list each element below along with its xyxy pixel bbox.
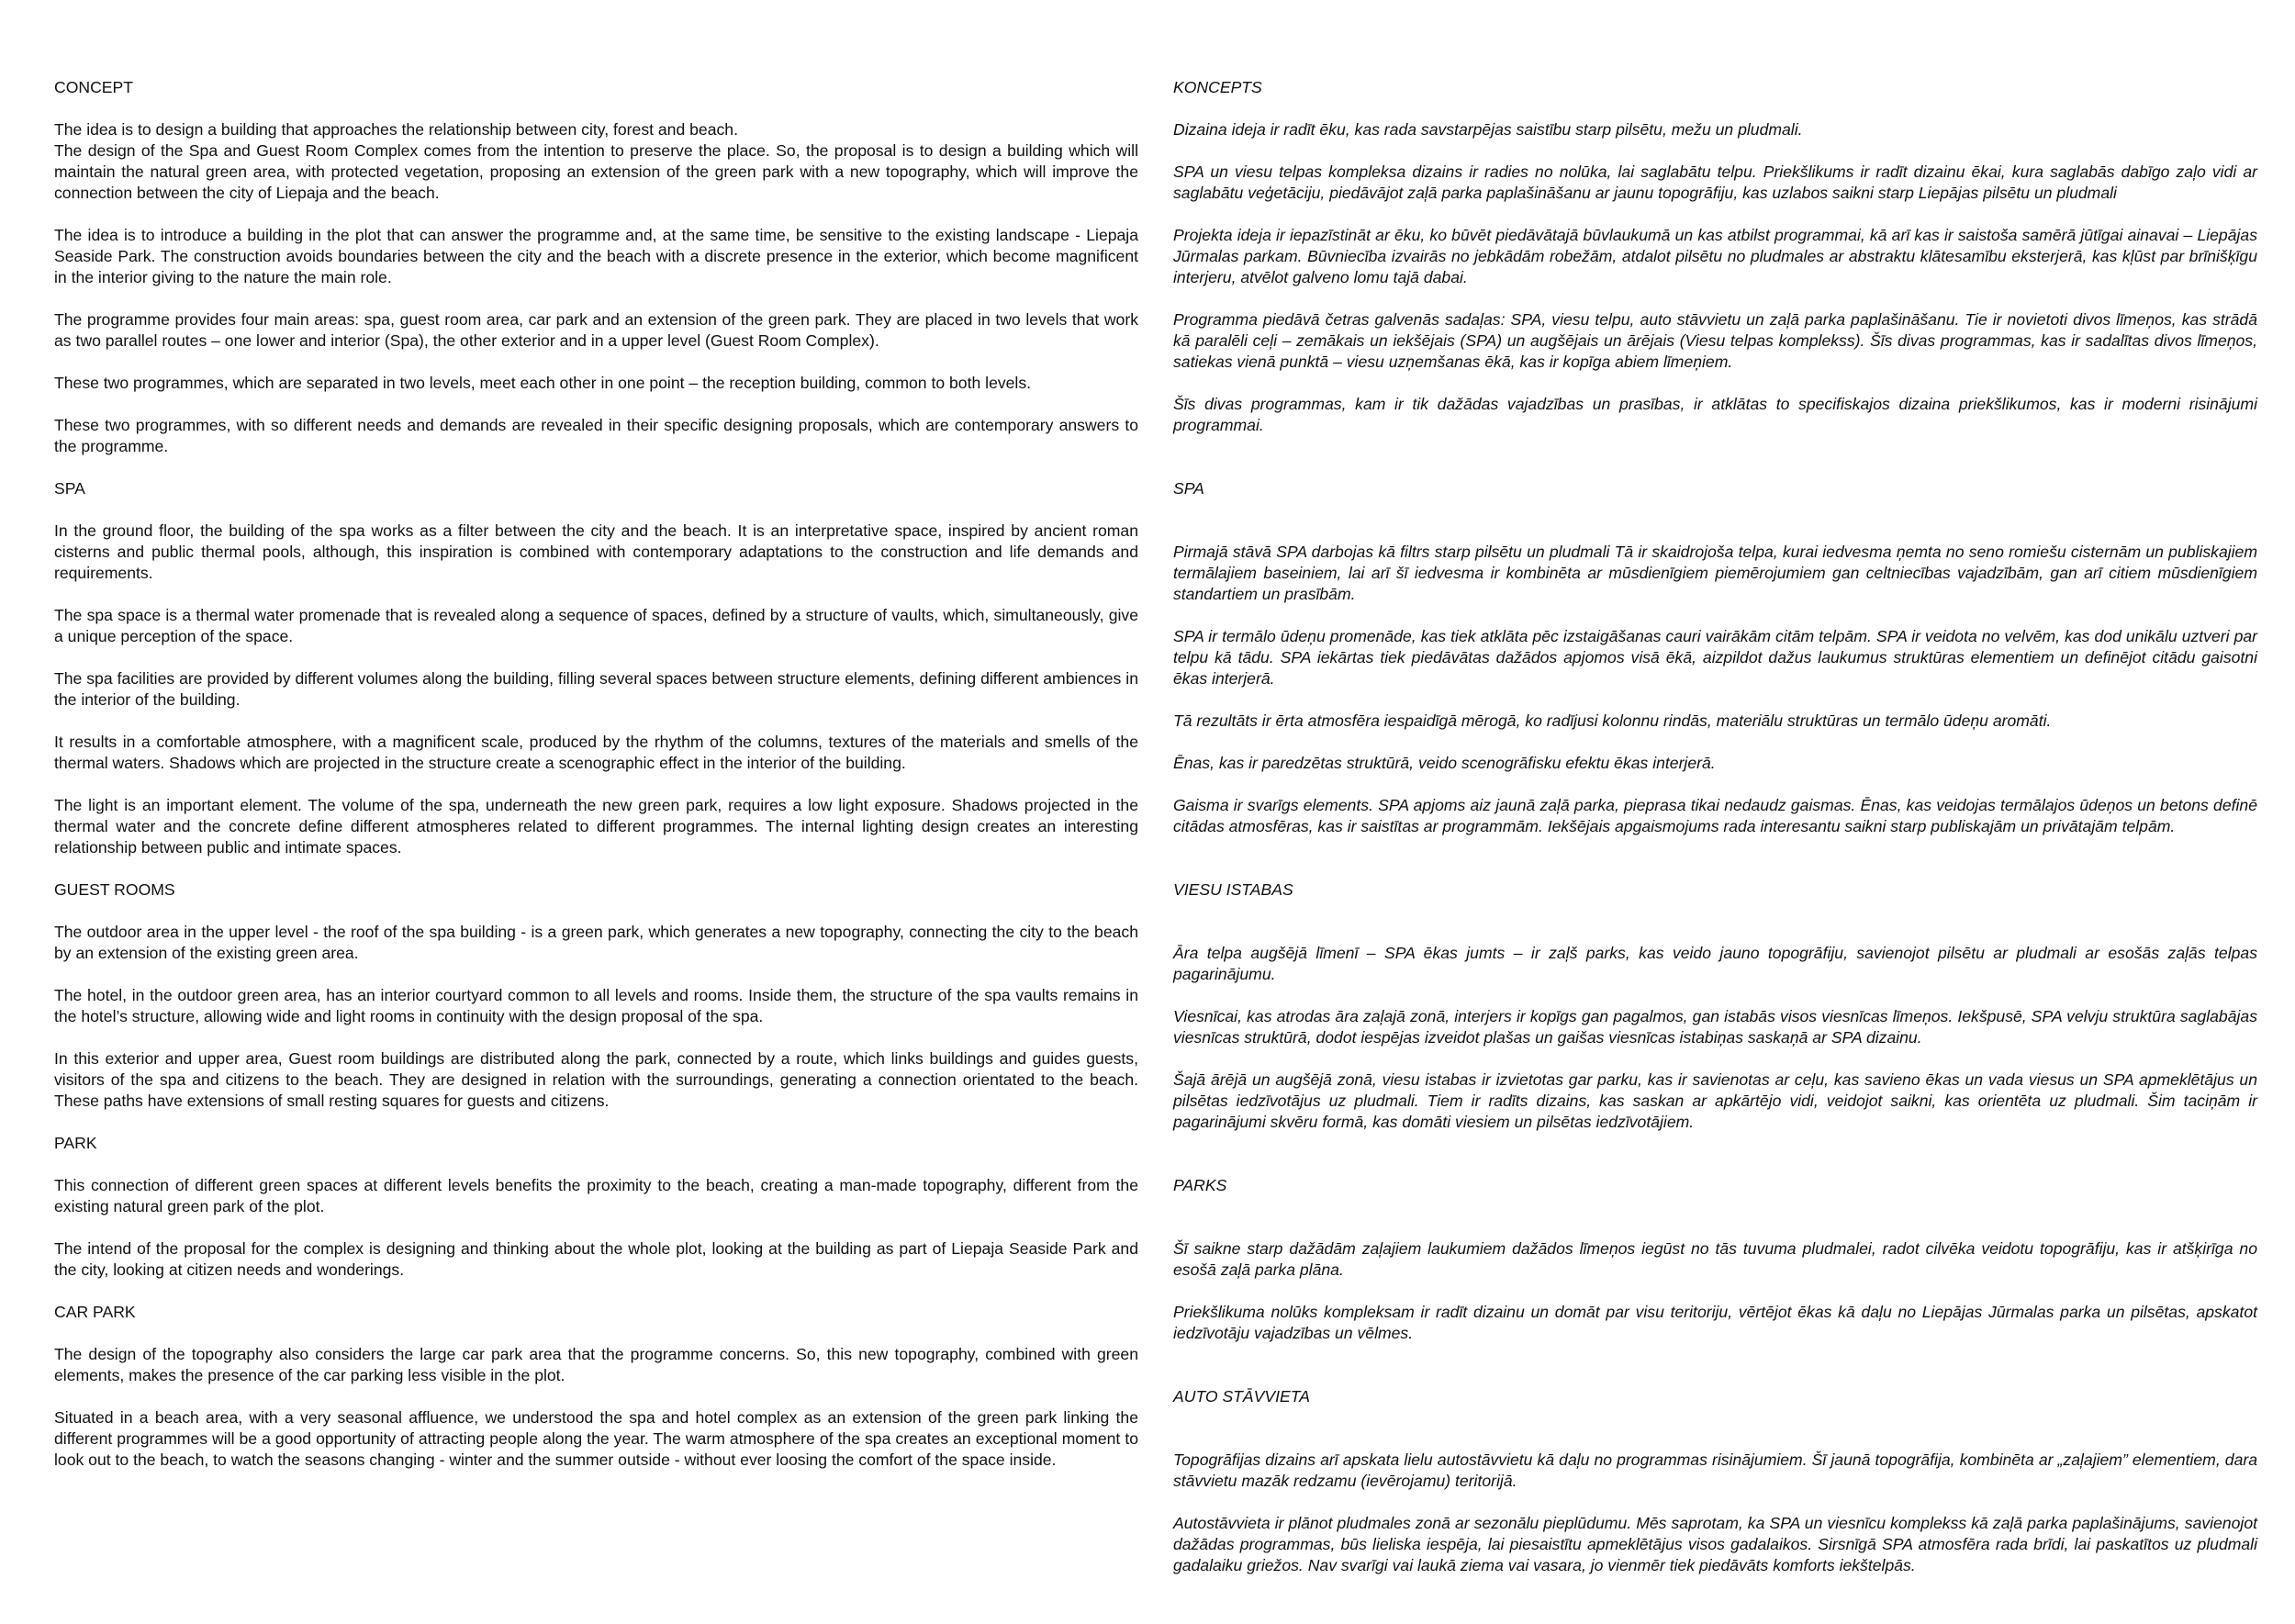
spa-lv-paragraph: SPA ir termālo ūdeņu promenāde, kas tiek atklāta pēc izstaigāšanas cauri vairākām citām telpām. SPA ir veidota no velvēm, kas dod unikālu uztveri par telpu kā tādu. SPA iekārtas tiek piedāvātas dažādos apjomos visā ēkā, aizpildot dažus laukumus struktūras elementiem un definējot citādu gaisotni ēkas interjerā. <box>1173 627 2257 688</box>
spa-paragraph: The spa facilities are provided by different volumes along the building, filling several spaces between structure elements, defining different ambiences in the interior of the building. <box>54 669 1138 709</box>
park-heading: PARK <box>54 1134 97 1152</box>
car-park-heading: CAR PARK <box>54 1303 136 1321</box>
spa-lv-heading: SPA <box>1173 479 1204 498</box>
english-column <box>54 77 1138 1492</box>
auto-stavvieta-paragraph: Topogrāfijas dizains arī apskata lielu autostāvvietu kā daļu no programmas risinājumiem. Šī jaunā topogrāfija, kombinēta ar „zaļajiem” elementiem, dara stāvvietu mazāk redzamu (ievērojamu) teritorijā. <box>1173 1450 2257 1490</box>
koncepts-paragraph: Programma piedāvā četras galvenās sadaļas: SPA, viesu telpu, auto stāvvietu un zaļā parka paplašināšanu. Tie ir novietoti divos līmeņos, kas strādā kā paralēli ceļi – zemākais un iekšējais (SPA) un augšējais un ārējais (Viesu telpas komplekss). Šīs divas programmas, kas ir sadalītas divos līmeņos, satiekas vienā punktā – viesu uzņemšanas ēkā, kas ir kopīga abiem līmeņiem. <box>1173 310 2257 371</box>
car-park-paragraph: Situated in a beach area, with a very seasonal affluence, we understood the spa and hotel complex as an extension of the green park linking the different programmes will be a good opportunity of attracting people along the year. The warm atmosphere of the spa creates an exceptional moment to look out to the beach, to watch the seasons changing - winter and the summer outside - without ever loosing the comfort of the space inside. <box>54 1408 1138 1469</box>
spa-paragraph: It results in a comfortable atmosphere, with a magnificent scale, produced by the rhythm of the columns, textures of the materials and smells of the thermal waters. Shadows which are projected in the structure create a scenographic effect in the interior of the building. <box>54 733 1138 772</box>
car-park-paragraph: The design of the topography also considers the large car park area that the programme concerns. So, this new topography, combined with green elements, makes the presence of the car parking less visible in the plot. <box>54 1345 1138 1384</box>
spa-paragraph: The spa space is a thermal water promenade that is revealed along a sequence of spaces, defined by a structure of vaults, which, simultaneously, give a unique perception of the space. <box>54 606 1138 645</box>
koncepts-paragraph: Projekta ideja ir iepazīstināt ar ēku, ko būvēt piedāvātajā būvlaukumā un kas atbilst programmai, kā arī kas ir saistoša samērā jūtīgai ainavai – Liepājas Jūrmalas parkam. Būvniecība izvairās no jebkādām robežām, atdalot pilsētu no pludmales ar abstraktu klātesamību eksterjerā, kas kļūst par brīnišķīgu interjeru, atvēlot galveno lomu tajā dabai. <box>1173 226 2257 286</box>
guest-rooms-paragraph: The outdoor area in the upper level - the roof of the spa building - is a green park, which generates a new topography, connecting the city to the beach by an extension of the existing green area. <box>54 923 1138 962</box>
koncepts-paragraph: Šīs divas programmas, kam ir tik dažādas vajadzības un prasības, ir atklātas to specifiskajos dizaina priekšlikumos, kas ir moderni risinājumi programmai. <box>1173 395 2257 434</box>
spa-lv-paragraph: Gaisma ir svarīgs elements. SPA apjoms aiz jaunā zaļā parka, pieprasa tikai nedaudz gaismas. Ēnas, kas veidojas termālajos ūdeņos un betons definē citādas atmosfēras, kas ir saistītas ar programmām. Iekšējais apgaismojums rada interesantu saikni starp publiskajām un privātajām telpām. <box>1173 796 2257 835</box>
spa-lv-paragraph: Pirmajā stāvā SPA darbojas kā filtrs starp pilsētu un pludmali Tā ir skaidrojoša telpa, kurai iedvesma ņemta no seno romiešu cisternām un publiskajiem termālajiem baseiniem, lai arī šī iedvesma ir kombinēta ar mūsdienīgiem piemērojumiem gan celtniecības vajadzībām, gan arī citiem mūsdienīgiem standartiem un prasībām. <box>1173 543 2257 603</box>
spa-paragraph: In the ground floor, the building of the spa works as a filter between the city and the beach. It is an interpretative space, inspired by ancient roman cisterns and public thermal pools, although, this inspiration is combined with contemporary adaptations to the construction and life demands and requirements. <box>54 521 1138 582</box>
viesu-istabas-paragraph: Šajā ārējā un augšējā zonā, viesu istabas ir izvietotas gar parku, kas ir savienotas ar ceļu, kas savieno ēkas un vada viesus un SPA apmeklētājus un pilsētas iedzīvotājus uz pludmali. Tiem ir radīts dizains, kas saskan ar apkārtējo vidi, veidojot saikni, kas orientēta uz pludmali. Šim taciņām ir pagarinājumi skvēru formā, kas domāti viesiem un pilsētas iedzīvotājiem. <box>1173 1070 2257 1131</box>
spa-lv-paragraph: Ēnas, kas ir paredzētas struktūrā, veido scenogrāfisku efektu ēkas interjerā. <box>1173 754 1716 772</box>
concept-heading: CONCEPT <box>54 78 134 96</box>
koncepts-heading: KONCEPTS <box>1173 78 1262 96</box>
park-paragraph: This connection of different green spaces at different levels benefits the proximity to the beach, creating a man-made topography, different from the existing natural green park of the plot. <box>54 1176 1138 1215</box>
concept-paragraph: The design of the Spa and Guest Room Complex comes from the intention to preserve the place. So, the proposal is to design a building which will maintain the natural green area, with protected vegetation, proposing an extension of the green park with a new topography, which will improve the connection between the city of Liepaja and the beach. <box>54 141 1138 202</box>
viesu-istabas-paragraph: Viesnīcai, kas atrodas āra zaļajā zonā, interjers ir kopīgs gan pagalmos, gan istabās visos viesnīcas līmeņos. Iekšpusē, SPA velvju struktūra saglabājas viesnīcas struktūrā, dodot iespējas izveidot plašas un gaišas viesnīcas istabiņas saskaņā ar SPA dizainu. <box>1173 1007 2257 1047</box>
guest-rooms-heading: GUEST ROOMS <box>54 880 175 899</box>
koncepts-paragraph: SPA un viesu telpas kompleksa dizains ir radies no nolūka, lai saglabātu telpu. Priekšlikums ir radīt dizainu ēkai, kura saglabās dabīgo zaļo vidi ar saglabātu veģetāciju, piedāvājot zaļā parka paplašināšanu ar jaunu topogrāfiju, kas uzlabos saikni starp Liepājas pilsētu un pludmali <box>1173 162 2257 202</box>
concept-paragraph: The idea is to introduce a building in the plot that can answer the programme and, at the same time, be sensitive to the existing landscape - Liepaja Seaside Park. The construction avoids boundaries between the city and the beach with a discrete presence in the exterior, which become magnificent in the interior giving to the nature the main role. <box>54 226 1138 286</box>
guest-rooms-paragraph: The hotel, in the outdoor green area, has an interior courtyard common to all levels and rooms. Inside them, the structure of the spa vaults remains in the hotel’s structure, allowing wide and light rooms in continuity with the design proposal of the spa. <box>54 986 1138 1025</box>
viesu-istabas-heading: VIESU ISTABAS <box>1173 880 1293 899</box>
parks-paragraph: Priekšlikuma nolūks kompleksam ir radīt dizainu un domāt par visu teritoriju, vērtējot ēkas kā daļu no Liepājas Jūrmalas parka un pilsētas, apskatot iedzīvotāju vajadzības un vēlmes. <box>1173 1303 2257 1342</box>
viesu-istabas-paragraph: Āra telpa augšējā līmenī – SPA ēkas jumts – ir zaļš parks, kas veido jauno topogrāfiju, savienojot pilsētu ar pludmali ar esošās zaļās telpas pagarinājumu. <box>1173 944 2257 983</box>
auto-stavvieta-heading: AUTO STĀVVIETA <box>1173 1387 1310 1406</box>
latvian-column <box>1173 77 2257 1597</box>
parks-heading: PARKS <box>1173 1176 1227 1194</box>
concept-paragraph: These two programmes, which are separated in two levels, meet each other in one point – the reception building, common to both levels. <box>54 374 1032 392</box>
spa-heading: SPA <box>54 479 85 498</box>
auto-stavvieta-paragraph: Autostāvvieta ir plānot pludmales zonā ar sezonālu pieplūdumu. Mēs saprotam, ka SPA un viesnīcu komplekss kā zaļā parka paplašinājums, savienojot dažādas programmas, būs lieliska iespēja, lai piesaistītu apmeklētājus visos gadalaikos. Sirsnīgā SPA atmosfēra rada brīdi, lai paskatītos uz pludmali gadalaiku griežos. Nav svarīgi vai laukā ziema vai vasara, jo vienmēr tiek piedāvāts komforts iekštelpās. <box>1173 1514 2257 1574</box>
concept-paragraph: The programme provides four main areas: spa, guest room area, car park and an extension of the green park. They are placed in two levels that work as two parallel routes – one lower and interior (Spa), the other exterior and in a upper level (Guest Room Complex). <box>54 310 1138 350</box>
spa-paragraph: The light is an important element. The volume of the spa, underneath the new green park, requires a low light exposure. Shadows projected in the thermal water and the concrete define different atmospheres related to different programmes. The internal lighting design creates an interesting relationship between public and intimate spaces. <box>54 796 1138 857</box>
park-paragraph: The intend of the proposal for the complex is designing and thinking about the whole plot, looking at the building as part of Liepaja Seaside Park and the city, looking at citizen needs and wonderings. <box>54 1239 1138 1279</box>
concept-paragraph: The idea is to design a building that approaches the relationship between city, forest and beach. <box>54 120 738 139</box>
guest-rooms-paragraph: In this exterior and upper area, Guest room buildings are distributed along the park, connected by a route, which links buildings and guides guests, visitors of the spa and citizens to the beach. They are designed in relation with the surroundings, generating a connection orientated to the beach. These paths have extensions of small resting squares for guests and citizens. <box>54 1049 1138 1110</box>
parks-paragraph: Šī saikne starp dažādām zaļajiem laukumiem dažādos līmeņos iegūst no tās tuvuma pludmalei, radot cilvēka veidotu topogrāfiju, kas ir atšķirīga no esošā zaļā parka plāna. <box>1173 1239 2257 1279</box>
concept-paragraph: These two programmes, with so different needs and demands are revealed in their specific designing proposals, which are contemporary answers to the programme. <box>54 416 1138 455</box>
spa-lv-paragraph: Tā rezultāts ir ērta atmosfēra iespaidīgā mērogā, ko radījusi kolonnu rindās, materiālu struktūras un termālo ūdeņu aromāti. <box>1173 711 2052 730</box>
koncepts-paragraph: Dizaina ideja ir radīt ēku, kas rada savstarpējas saistību starp pilsētu, mežu un pludmali. <box>1173 120 1803 139</box>
